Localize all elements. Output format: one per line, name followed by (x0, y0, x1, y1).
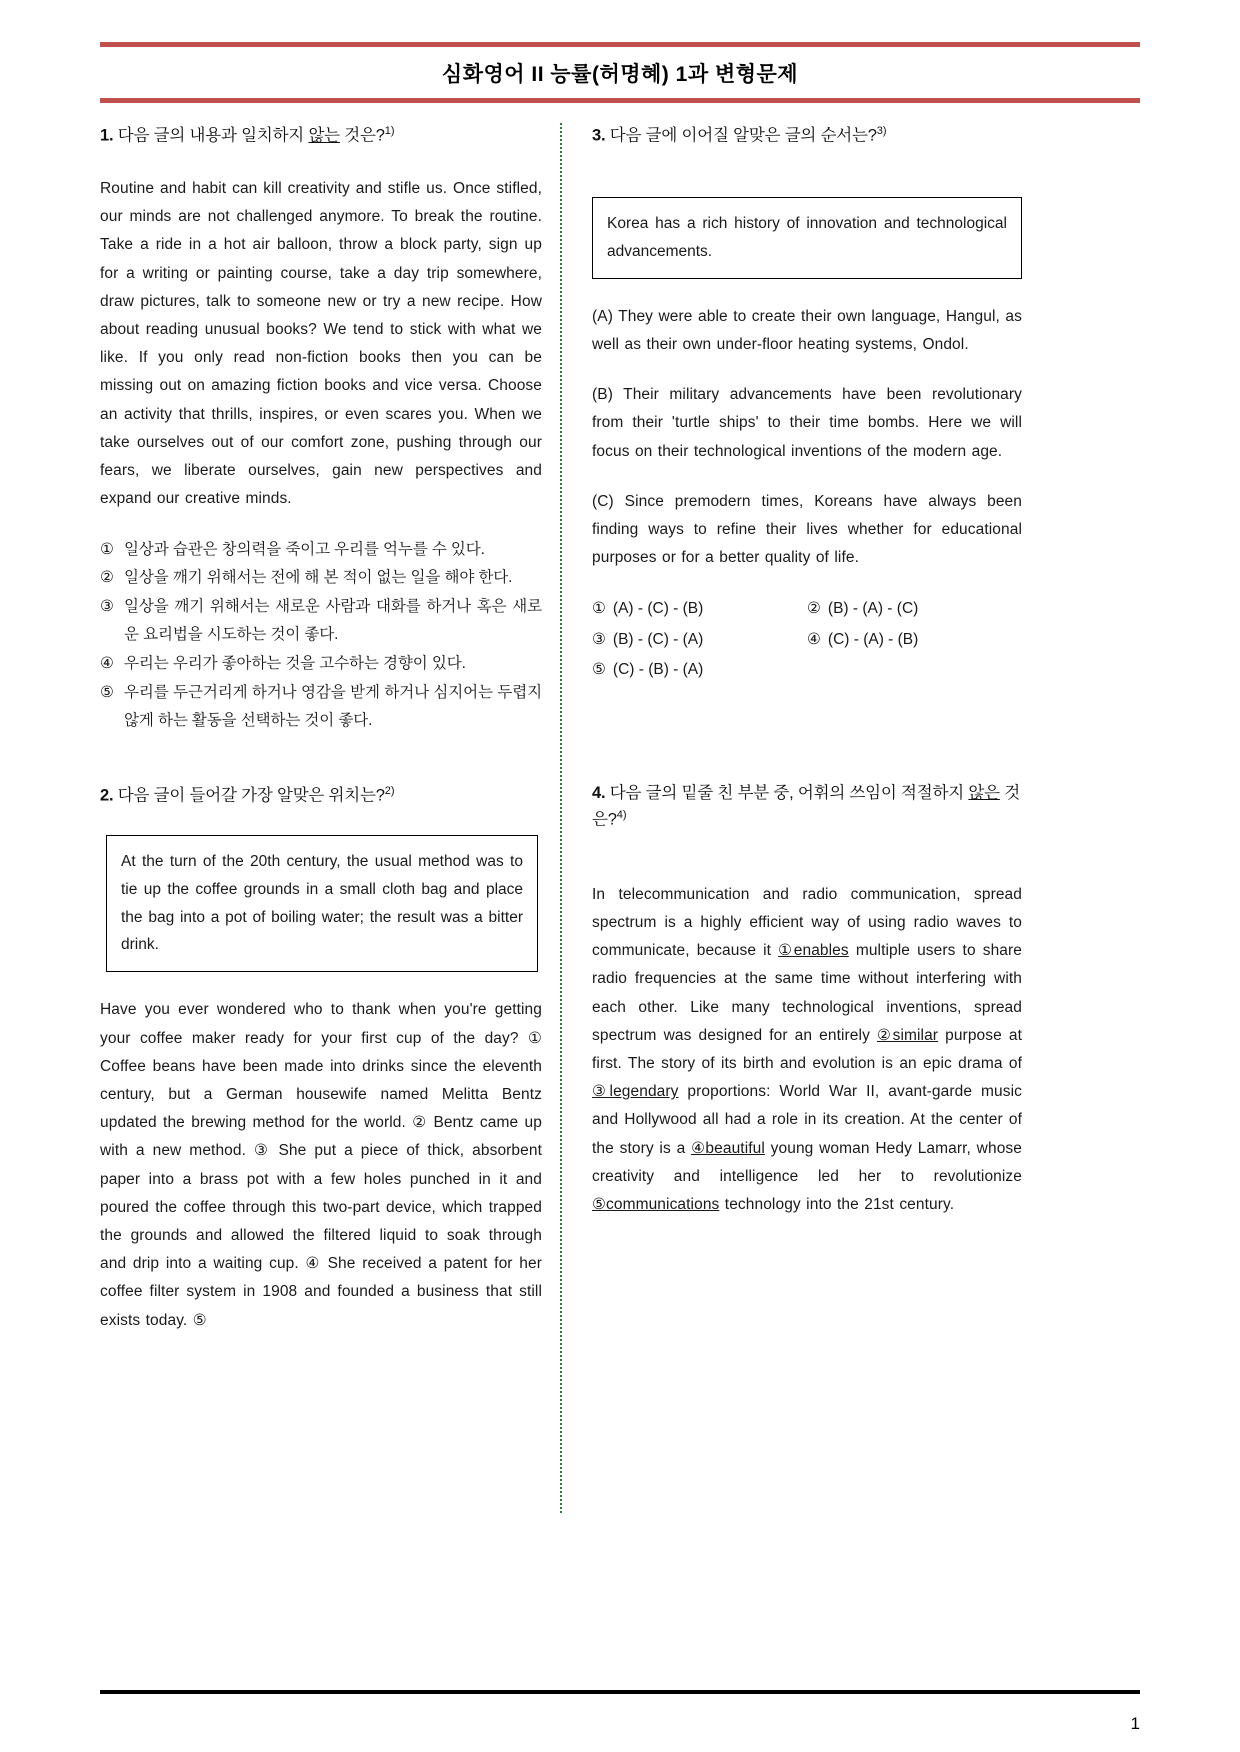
right-column (562, 123, 1022, 1513)
choice-marker: ③ (100, 598, 114, 616)
passage-text-run: In telecommunication and radio communication, spread spectrum is a highly efficient way of using radio waves to communicate, because it (592, 885, 1022, 960)
question-2-footnote: 2) (384, 784, 395, 797)
page-title: 심화영어 II 능률(허명혜) 1과 변형문제 (441, 63, 799, 86)
spacer (592, 859, 1022, 881)
choice-label: 일상과 습관은 창의력을 죽이고 우리를 억누를 수 있다. (124, 540, 485, 558)
choice-item[interactable] (100, 679, 542, 735)
choice-marker: ⑤ (100, 683, 114, 701)
choice-marker: ③ (592, 630, 606, 648)
question-4-footnote: 4) (616, 808, 627, 821)
choice-item[interactable] (100, 564, 542, 592)
choice-marker: ① (100, 540, 114, 558)
question-4-number: 4. (592, 784, 606, 803)
question-2-heading (100, 783, 542, 809)
choice-marker: ② (100, 569, 114, 587)
passage-text-run: proportions: World War II, avant-garde music and Hollywood all had a role in its creation. At the center of the story is a (592, 1083, 1022, 1157)
question-1-number: 1. (100, 126, 114, 145)
question-2-number: 2. (100, 786, 114, 805)
choice-label: 우리는 우리가 좋아하는 것을 고수하는 경향이 있다. (124, 655, 466, 673)
underlined-vocab-choice[interactable]: ④beautiful (691, 1139, 765, 1157)
question-3-choices (592, 594, 1022, 685)
question-3-paragraph-b: (B) Their military advancements have been revolutionary from their 'turtle ships' to their time bombs. Here we will focus on their technological inventions of the modern age. (592, 386, 1022, 460)
question-1-passage: Routine and habit can kill creativity and stifle us. Once stifled, our minds are not challenged anymore. To break the routine. Take a ride in a hot air balloon, throw a block party, sign up for a writing or painting course, take a day trip somewhere, draw pictures, talk to someone new or try a new recipe. How about reading unusual books? We tend to stick with what we like. If you only read non-fiction books then you can be missing out on amazing fiction books and vice versa. Choose an activity that thrills, inspires, or even scares you. When we take ourselves out of our comfort zone, pushing through our fears, we liberate ourselves, gain new perspectives and expand our creative minds. (100, 180, 542, 508)
choice-item[interactable] (100, 593, 542, 649)
underlined-vocab-choice[interactable]: ⑤communications (592, 1195, 720, 1213)
choice-item[interactable] (592, 594, 807, 624)
question-4-prompt-before: 다음 글의 밑줄 친 부분 중, 어휘의 쓰임이 적절하지 (609, 784, 969, 803)
choice-label: 일상을 깨기 위해서는 전에 해 본 적이 없는 일을 해야 한다. (124, 569, 513, 587)
question-1-prompt-before: 다음 글의 내용과 일치하지 (117, 126, 309, 145)
choice-marker: ① (592, 600, 606, 618)
choice-label: 우리를 두근거리게 하거나 영감을 받게 하거나 심지어는 두렵지 않게 하는 활동을 선택하는 것이 좋다. (124, 683, 542, 729)
choice-marker: ⑤ (592, 660, 606, 678)
spacer (592, 685, 1022, 781)
question-2-stimulus-box: At the turn of the 20th century, the usual method was to tie up the coffee grounds in a small cloth bag and place the bag into a pot of boiling water; the result was a bitter drink. (106, 835, 538, 973)
question-1-choices (100, 536, 542, 735)
question-3-stimulus-box: Korea has a rich history of innovation and technological advancements. (592, 197, 1022, 279)
question-1-prompt-underline: 않는 (308, 126, 340, 145)
page-number: 1 (1130, 1714, 1140, 1733)
choice-label: (A) - (C) - (B) (612, 600, 704, 618)
choice-marker: ④ (100, 655, 114, 673)
footer-rule (100, 1690, 1140, 1694)
question-3-paragraph-c: (C) Since premodern times, Koreans have always been finding ways to refine their lives whether for educational purposes or for a better quality of life. (592, 492, 1022, 567)
passage-text-run: purpose at first. The story of its birth and evolution is an epic drama of (592, 1026, 1022, 1072)
question-4-passage (592, 881, 1022, 1219)
question-2-passage: Have you ever wondered who to thank when you're getting your coffee maker ready for your first cup of the day? ① Coffee beans have been made into drinks since the eleventh century, but a German housewife named Melitta Bentz updated the brewing method for the world. ② Bentz came up with a new method. ③ She put a piece of thick, absorbent paper into a brass pot with a few holes punched in it and poured the coffee through this two-part device, which trapped the grounds and allowed the filtered liquid to soak through and drip into a waiting cup. ④ She received a patent for her coffee filter system in 1908 and founded a business that still exists today. ⑤ (100, 1001, 542, 1329)
spacer (592, 175, 1022, 197)
question-3-footnote: 3) (876, 125, 887, 137)
header-rule-bottom (100, 98, 1140, 103)
question-3-heading (592, 123, 1022, 149)
question-4-heading (592, 781, 1022, 833)
choice-item[interactable] (807, 625, 1022, 655)
question-3-paragraph-a: (A) They were able to create their own language, Hangul, as well as their own under-floor heating systems, Ondol. (592, 307, 1022, 354)
choice-item[interactable] (100, 650, 542, 678)
spacer (100, 761, 542, 783)
question-1-footnote: 1) (384, 125, 395, 137)
choice-label: (C) - (B) - (A) (612, 660, 704, 678)
choice-label: 일상을 깨기 위해서는 새로운 사람과 대화를 하거나 혹은 새로운 요리법을 시도하는 것이 좋다. (124, 598, 542, 644)
question-4-prompt-underline: 않은 (968, 784, 1000, 803)
choice-item[interactable] (100, 536, 542, 564)
choice-label: (C) - (A) - (B) (827, 630, 919, 648)
choice-label: (B) - (C) - (A) (612, 630, 704, 648)
choice-item[interactable] (592, 625, 807, 655)
passage-text-run: multiple users to share radio frequencies at the same time without interfering with each other. Like many technological inventions, spread spectrum was designed for an entirely (592, 942, 1023, 1044)
question-3-prompt: 다음 글에 이어질 알맞은 글의 순서는? (609, 126, 877, 145)
question-4-prompt-after: 것은? (592, 784, 1020, 829)
underlined-vocab-choice[interactable]: ②similar (876, 1026, 939, 1044)
passage-text-run: young woman Hedy Lamarr, whose creativity and intelligence led her to revolutionize (592, 1139, 1022, 1185)
two-column-body (100, 123, 1140, 1513)
left-column (100, 123, 560, 1513)
choice-item[interactable] (592, 655, 807, 685)
choice-item[interactable] (807, 594, 1022, 624)
underlined-vocab-choice[interactable]: ①enables (778, 942, 849, 960)
choice-marker: ④ (807, 630, 821, 648)
question-2-prompt: 다음 글이 들어갈 가장 알맞은 위치는? (117, 786, 385, 805)
underlined-vocab-choice[interactable]: ③legendary (592, 1083, 679, 1101)
question-1-heading (100, 123, 542, 149)
question-1-prompt-after: 것은? (339, 126, 385, 145)
choice-label: (B) - (A) - (C) (827, 600, 919, 618)
choice-marker: ② (807, 600, 821, 618)
question-3-number: 3. (592, 126, 606, 145)
passage-text-run: technology into the 21st century. (719, 1195, 955, 1213)
